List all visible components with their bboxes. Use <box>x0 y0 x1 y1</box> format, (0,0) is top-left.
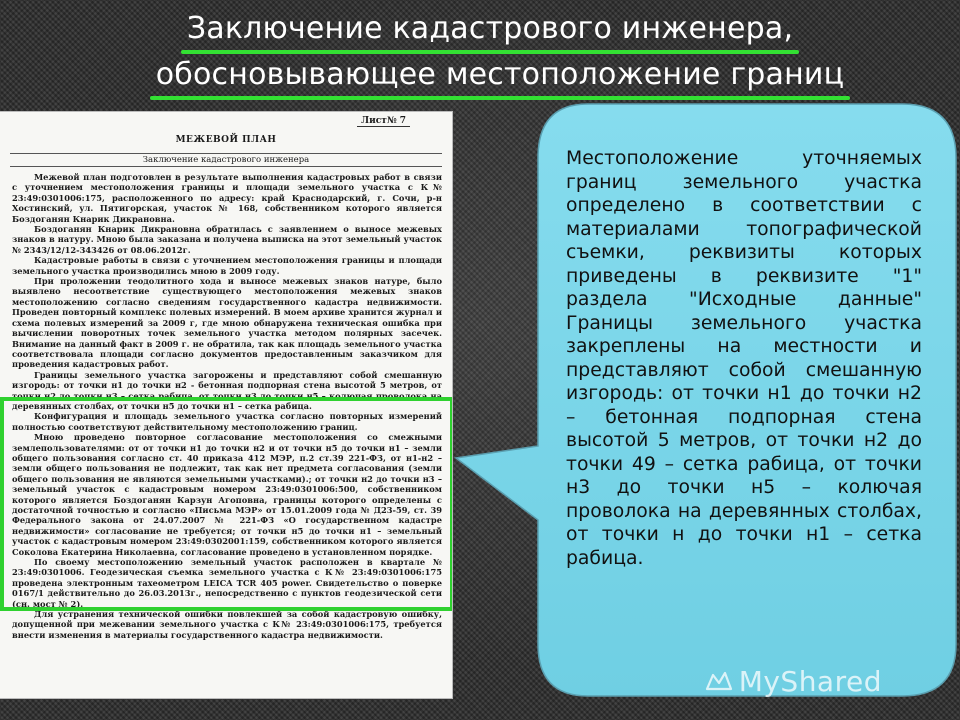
document-paragraph: Для устранения технической ошибки повлекшей за собой кадастровую ошибку, допущенной при межевании земельного участка с К№ 23:49:0301006:175, требуется внести изменения в материалы государственного кадастра недвижимости. <box>12 609 442 640</box>
document-paragraph: Межевой план подготовлен в результате выполнения кадастровых работ в связи с уточнением местоположения границы и площади земельного участка с К№ 23:49:0301006:175, расположенного по адресу: край Краснодарский, г. Сочи, р-н Хостинский, ул. Пятигорская, участок № 168, собственником которого является Боздоганян Кнарик Дикрановна. <box>12 172 442 224</box>
title-line-2 <box>0 54 960 100</box>
document-paragraph: По своему местоположению земельный участок расположен в квартале № 23:49:0301006. Геодезическая съемка земельного участка с К№ 23:49:0301006:175 проведена электронным тахеометром LEICA TCR 405 power. Свидетельство о поверке 0167/1 действительно до 26.03.2013г., непосредственно с пунктов геодезической сети (сн. мост № 2). <box>12 557 442 609</box>
document-paragraph: Боздоганян Кнарик Дикрановна обратилась с заявлением о выносе межевых знаков в натуру. Мною была заказана и получена выписка на этот земельный участок № 2343/12/12-343426 от 08.06.2012г. <box>12 224 442 255</box>
document-paragraph: Кадастровые работы в связи с уточнением местоположения границы и площади земельного участка производились мною в 2009 году. <box>12 255 442 276</box>
document-title: МЕЖЕВОЙ ПЛАН <box>175 135 277 145</box>
watermark-text: MyShared <box>738 665 882 698</box>
document-subtitle: Заключение кадастрового инженера <box>10 153 442 167</box>
document-paragraph: Мною проведено повторное согласование местоположения со смежными землепользователями: от от точки н1 до точки н2 и от точки н5 до точки н1 – земли общего пользования согласно ст. 40 приказа 412 МЭР, п.2 ст.39 221-ФЗ, от н1-н2 – земли общего пользования не подлежит, так как нет предмета согласования (земли общего пользования не являются земельными участками).; от точки н2 до точки н3 – земельный участок с кадастровым номером 23:49:0301006:500, собственником которого является Боздоганян Карзун Агоповна, границы которого определены с достаточной точностью и согласно «Письма МЭР» от 15.01.2009 года № Д23-59, ст. 39 Федерального закона от 24.07.2007 № 221-ФЗ «О государственном кадастре недвижимости» согласование не требуется; от точки н5 до точки н1 – земельный участок с кадастровым номером 23:49:0302001:159, собственником которого является Соколова Екатерина Николаевна, согласование проведено в установленном порядке. <box>12 432 442 557</box>
title-line-1-text: Заключение кадастрового инженера, <box>181 8 799 54</box>
document-sheet-number: Лист№ 7 <box>357 116 410 127</box>
title-line-2-text: обосновывающее местоположение границ <box>150 54 850 100</box>
document-scan <box>0 112 452 698</box>
document-paragraph: При проложении теодолитного хода и выносе межевых знаков натуре, было выявлено несоответствие существующего местоположения межевых знаков местоположению согласно сведениям государственного кадастра недвижимости. Проведен повторный комплекс полевых измерений. В моем архиве хранится журнал и схема полевых измерений за 2009 г, где мною обнаружена техническая ошибка при вычислении поворотных точек земельного участка методом полярных засечек. Внимание на данный факт в 2009 г. не обратила, так как площадь земельного участка соответствовала площади согласно документов предоставленным заказчиком для проведения кадастровых работ. <box>12 276 442 370</box>
document-paragraph: Границы земельного участка загорожены и представляют собой смешанную изгородь: от точки н1 до точки н2 - бетонная подпорная стена высотой 5 метров, от точки н2 до точки н3 – сетка рабица, от точки н3 до точки н5 – колючая проволока на деревянных столбах, от точки н5 до точки н1 – сетка рабица. <box>12 369 442 411</box>
myshared-logo-icon <box>705 669 733 693</box>
document-body <box>12 172 442 696</box>
watermark <box>705 665 882 698</box>
callout-text: Местоположение уточняемых границ земельного участка определено в соответствии с материалами топографической съемки, реквизиты которых приведены в реквизите "1" раздела "Исходные данные" Границы земельного участка закреплены на местности и представляют собой смешанную изгородь: от точки н1 до точки н2 – бетонная подпорная стена высотой 5 метров, от точки н2 до точки 49 – сетка рабица, от точки н3 до точки н5 – колючая проволока на деревянных столбах, от точки н до точки н1 – сетка рабица. <box>566 148 922 569</box>
document-paragraph: Конфигурация и площадь земельного участка согласно повторных измерений полностью соответствуют действительному местоположению границ. <box>12 411 442 432</box>
title-line-1 <box>0 8 960 54</box>
slide-title <box>0 8 960 100</box>
